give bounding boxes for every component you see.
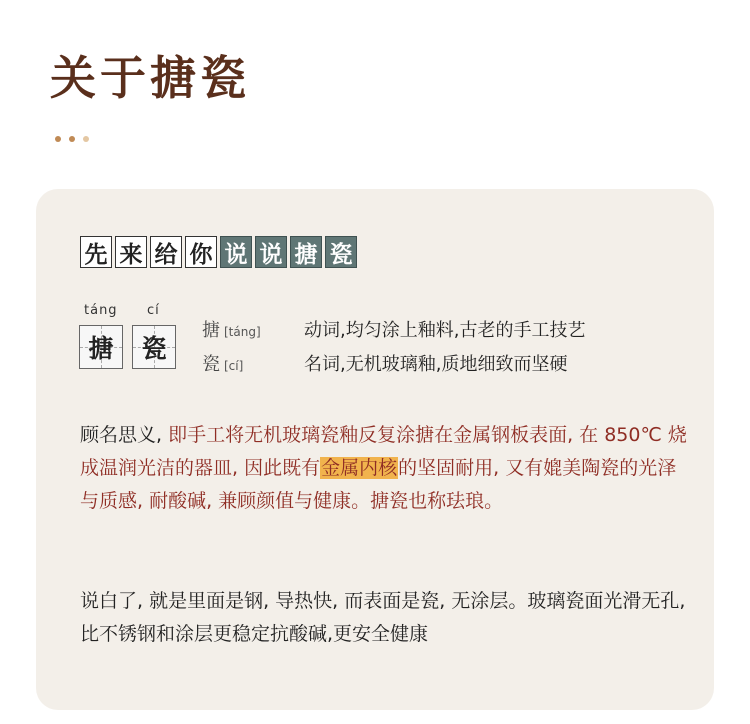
heading-char-box-highlight: 搪 — [290, 236, 322, 268]
heading-char-box: 给 — [150, 236, 182, 268]
decorative-dots — [55, 136, 89, 142]
character-grid-ci — [132, 325, 176, 369]
para-red-text: 的坚固耐用, 又有媲美陶瓷的光泽与质感, 耐酸碱, 兼顾颜值与健康。 — [80, 457, 677, 512]
dot — [83, 136, 89, 142]
page-title: 关于搪瓷 — [50, 51, 250, 105]
para-red-text: 即手工将无机玻璃瓷釉反复涂搪在金属钢板表面, 在 850℃ 烧成温润光洁的器皿, 因此既有 — [80, 424, 687, 479]
heading-char-box-highlight: 说 — [220, 236, 252, 268]
definition-char: 瓷 — [202, 354, 220, 375]
definition-text: 动词,均匀涂上釉料,古老的手工技艺 — [304, 320, 586, 341]
heading-boxes — [80, 236, 357, 268]
info-card — [36, 189, 714, 710]
definition-char: 搪 — [202, 320, 220, 341]
heading-char-box: 你 — [185, 236, 217, 268]
grid-char: 瓷 — [141, 334, 167, 363]
heading-char-box: 来 — [115, 236, 147, 268]
heading-char-box-highlight: 瓷 — [325, 236, 357, 268]
description-paragraph — [80, 419, 690, 518]
definition-pinyin: [táng] — [224, 325, 261, 339]
dot — [69, 136, 75, 142]
para-lead: 顾名思义, — [80, 424, 169, 446]
pinyin-tang: táng — [84, 303, 118, 318]
summary-paragraph: 说白了, 就是里面是钢, 导热快, 而表面是瓷, 无涂层。玻璃瓷面光滑无孔,比不锈钢和涂层更稳定抗酸碱,更安全健康 — [80, 590, 686, 645]
definition-text: 名词,无机玻璃釉,质地细致而坚硬 — [304, 354, 568, 375]
grid-char: 搪 — [88, 334, 114, 363]
definition-pinyin: [cí] — [224, 359, 244, 373]
heading-char-box-highlight: 说 — [255, 236, 287, 268]
heading-char-box: 先 — [80, 236, 112, 268]
pinyin-ci: cí — [147, 303, 160, 318]
dot — [55, 136, 61, 142]
highlighted-keyword: 金属内核 — [321, 457, 398, 479]
definition-row — [202, 316, 585, 342]
para-tail: 搪瓷也称珐琅。 — [370, 490, 504, 512]
character-grid-tang — [79, 325, 123, 369]
definition-row — [202, 350, 567, 376]
